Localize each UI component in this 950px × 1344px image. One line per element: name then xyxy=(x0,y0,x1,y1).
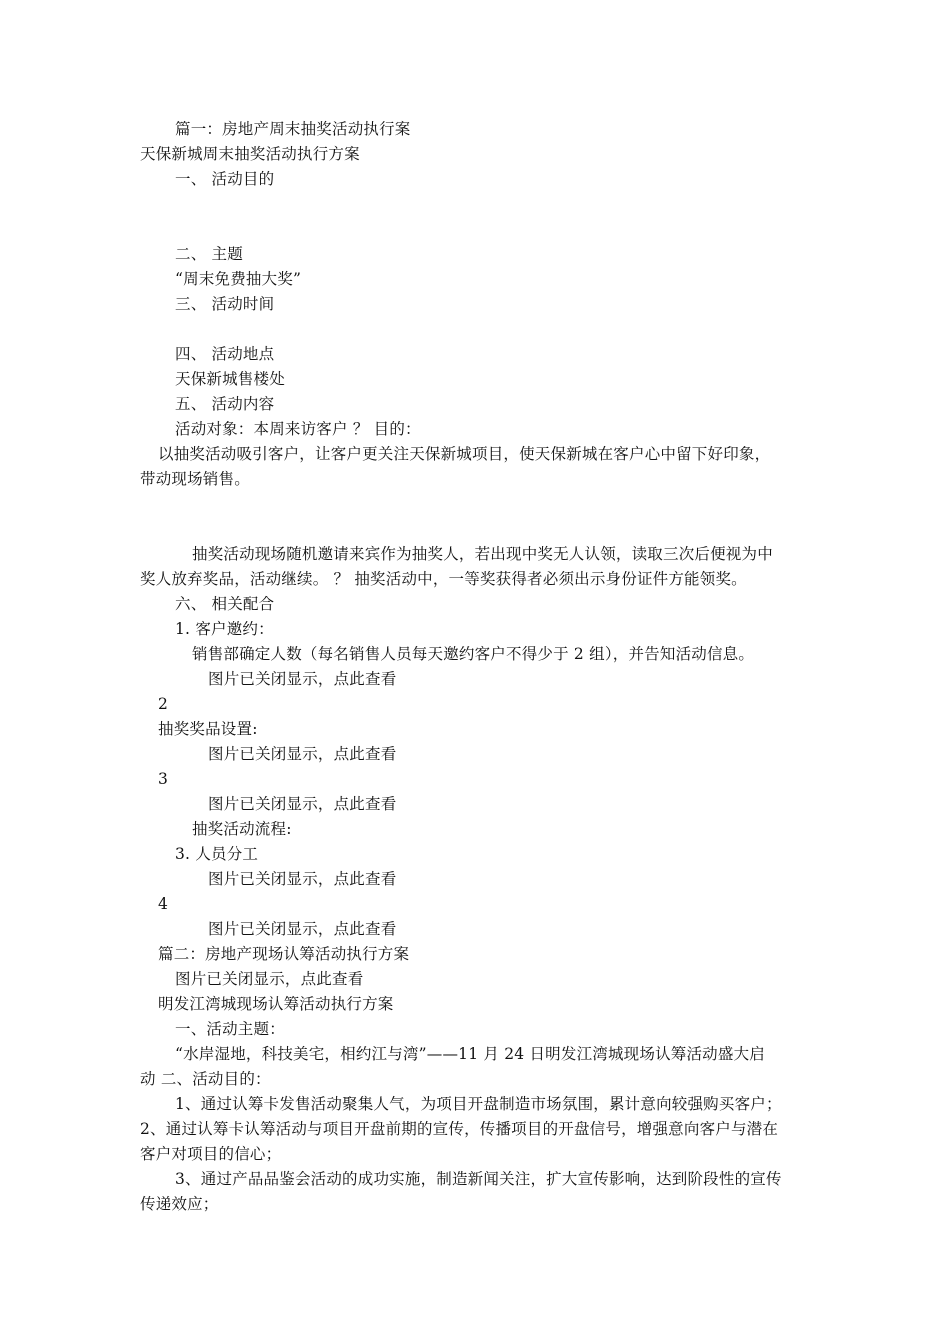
staff-division-heading: 3. 人员分工 xyxy=(175,845,259,863)
theme-text: “周末免费抽大奖” xyxy=(175,270,302,288)
image-placeholder-link[interactable]: 图片已关闭显示，点此查看 xyxy=(208,745,397,763)
customer-invite-heading: 1. 客户邀约： xyxy=(175,620,274,638)
content-paragraph-line-1: 抽奖活动现场随机邀请来宾作为抽奖人，若出现中奖无人认领，读取三次后便视为中 xyxy=(192,545,773,563)
location-text: 天保新城售楼处 xyxy=(175,370,285,388)
section-5-heading: 五、 活动内容 xyxy=(175,395,275,413)
section-2-heading: 二、 主题 xyxy=(175,245,243,263)
list-number: 2 xyxy=(158,695,169,713)
image-placeholder-link[interactable]: 图片已关闭显示，点此查看 xyxy=(208,795,397,813)
heading-part-one: 篇一：房地产周末抽奖活动执行案 xyxy=(175,120,411,138)
image-placeholder-link[interactable]: 图片已关闭显示，点此查看 xyxy=(208,920,397,938)
section-3-heading: 三、 活动时间 xyxy=(175,295,275,313)
plan-title-mingfa: 明发江湾城现场认筹活动执行方案 xyxy=(158,995,394,1013)
goal-3-line-2: 传递效应； xyxy=(140,1195,219,1213)
draw-flow-heading: 抽奖活动流程: xyxy=(192,820,292,838)
goal-3-line-1: 3、通过产品品鉴会活动的成功实施，制造新闻关注，扩大宣传影响，达到阶段性的宣传 xyxy=(175,1170,782,1188)
list-number: 3 xyxy=(158,770,169,788)
section-6-heading: 六、 相关配合 xyxy=(175,595,275,613)
purpose-paragraph-line-2: 带动现场销售。 xyxy=(140,470,250,488)
image-placeholder-link[interactable]: 图片已关闭显示，点此查看 xyxy=(175,970,364,988)
list-number: 4 xyxy=(158,895,169,913)
goal-2-line-1: 2、通过认筹卡认筹活动与项目开盘前期的宣传，传播项目的开盘信号，增强意向客户与潜在 xyxy=(140,1120,779,1138)
theme-paragraph-line-2: 动 二、活动目的： xyxy=(140,1070,271,1088)
section-1-heading: 一、 活动目的 xyxy=(175,170,275,188)
section-4-heading: 四、 活动地点 xyxy=(175,345,275,363)
goal-1-line-1: 1、通过认筹卡发售活动聚集人气，为项目开盘制造市场氛围，累计意向较强购买客户； xyxy=(175,1095,782,1113)
audience-text: 活动对象：本周来访客户 ？ 目的： xyxy=(175,420,421,438)
image-placeholder-link[interactable]: 图片已关闭显示，点此查看 xyxy=(208,670,397,688)
image-placeholder-link[interactable]: 图片已关闭显示，点此查看 xyxy=(208,870,397,888)
goal-2-line-2: 客户对项目的信心； xyxy=(140,1145,282,1163)
plan-title-tianbao: 天保新城周末抽奖活动执行方案 xyxy=(140,145,360,163)
activity-theme-heading: 一、活动主题： xyxy=(175,1020,285,1038)
purpose-paragraph-line-1: 以抽奖活动吸引客户，让客户更关注天保新城项目，使天保新城在客户心中留下好印象， xyxy=(158,445,771,463)
customer-invite-text: 销售部确定人数（每名销售人员每天邀约客户不得少于 2 组），并告知活动信息。 xyxy=(192,645,755,663)
content-paragraph-line-2: 奖人放弃奖品，活动继续。 ？ 抽奖活动中，一等奖获得者必须出示身份证件方能领奖。 xyxy=(140,570,747,588)
theme-paragraph-line-1: “水岸湿地，科技美宅，相约江与湾”——11 月 24 日明发江湾城现场认筹活动盛大启 xyxy=(175,1045,765,1063)
heading-part-two: 篇二：房地产现场认筹活动执行方案 xyxy=(158,945,410,963)
prize-setup-heading: 抽奖奖品设置: xyxy=(158,720,258,738)
